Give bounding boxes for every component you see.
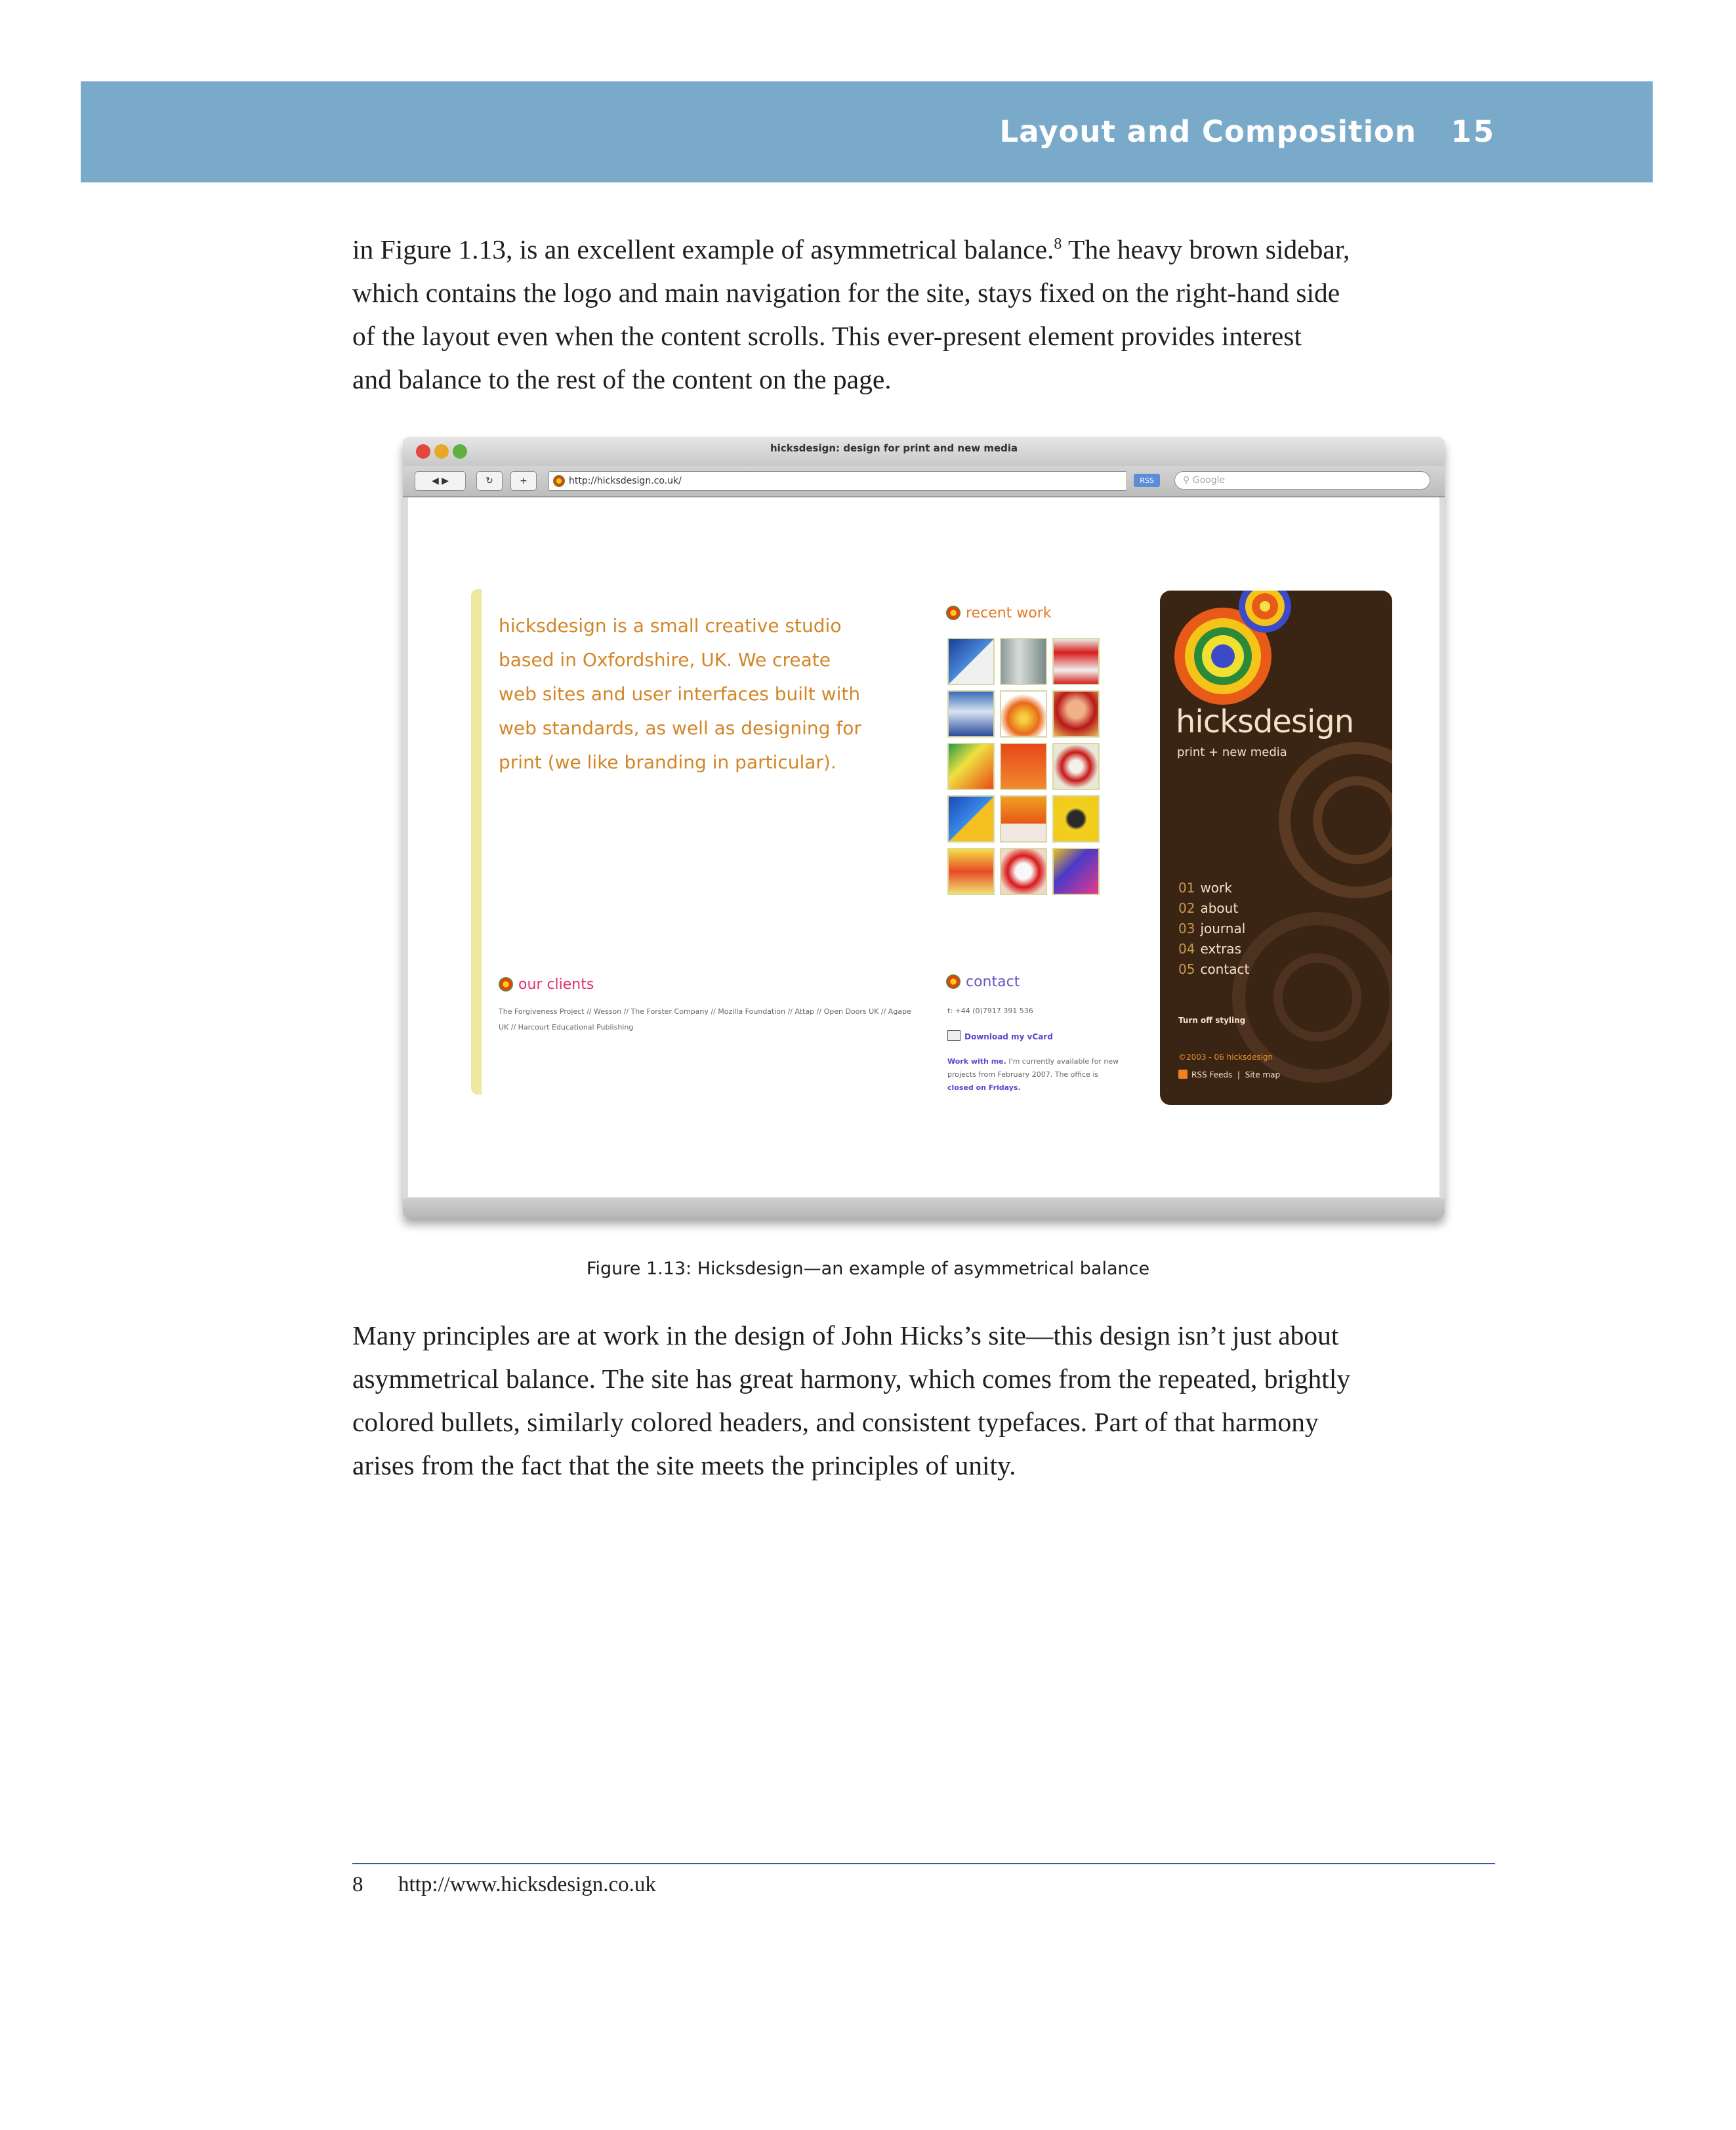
footnote-ref[interactable]: 8 — [1054, 236, 1062, 253]
paragraph-line: in Figure 1.13, is an excellent example of asymmetrical balance.$^8$ The heavy brown sidebar, — [352, 234, 1350, 264]
page-number: 15 — [1451, 114, 1496, 149]
contact-heading: contact — [946, 974, 1020, 990]
site-tagline: print + new media — [1177, 745, 1287, 759]
site-sidebar — [1160, 591, 1392, 1105]
closed-fridays-link[interactable]: closed on Fridays. — [947, 1083, 1021, 1092]
work-thumbnail[interactable] — [1052, 638, 1100, 685]
nav-item-work[interactable]: 01 work — [1178, 880, 1232, 896]
bullet-icon — [946, 606, 961, 620]
reload-icon[interactable]: ↻ — [476, 471, 503, 491]
search-input[interactable] — [1174, 471, 1430, 490]
minimize-window-icon[interactable] — [434, 444, 449, 459]
footnote-divider — [352, 1863, 1495, 1864]
footnote-url[interactable]: http://www.hicksdesign.co.uk — [398, 1873, 656, 1896]
footnote — [352, 1873, 656, 1897]
paragraph-line: and balance to the rest of the content on the page. — [352, 364, 892, 394]
rss-icon — [1178, 1070, 1188, 1079]
rss-chip[interactable]: RSS — [1134, 474, 1160, 487]
download-vcard-link[interactable]: Download my vCard — [947, 1030, 1053, 1041]
site-map-link[interactable]: Site map — [1245, 1070, 1281, 1079]
search-icon: ⚲ — [1183, 475, 1193, 486]
rss-feeds-link[interactable]: RSS Feeds — [1191, 1070, 1233, 1079]
nav-item-about[interactable]: 02 about — [1178, 900, 1239, 916]
bullet-icon — [946, 974, 961, 989]
browser-viewport — [408, 497, 1439, 1197]
add-bookmark-icon[interactable]: + — [510, 471, 537, 491]
work-thumbnail[interactable] — [1000, 795, 1047, 843]
work-thumbnail[interactable] — [947, 743, 995, 790]
intro-line: hicksdesign is a small creative studio — [499, 615, 842, 637]
figure-browser-screenshot — [403, 437, 1445, 1218]
work-thumbnail[interactable] — [1052, 795, 1100, 843]
recent-work-thumbnails — [947, 638, 1105, 887]
contact-phone: t: +44 (0)7917 391 536 — [947, 1007, 1033, 1015]
intro-line: print (we like branding in particular). — [499, 751, 837, 773]
nav-item-contact[interactable]: 05 contact — [1178, 961, 1250, 977]
sidebar-decoration — [1160, 591, 1392, 1105]
vcard-icon — [947, 1030, 961, 1041]
paragraph-line: asymmetrical balance. The site has great harmony, which comes from the repeated, brightly — [352, 1364, 1351, 1394]
chapter-title: Layout and Composition — [999, 114, 1416, 149]
close-window-icon[interactable] — [416, 444, 430, 459]
browser-bottom-bar — [403, 1198, 1445, 1218]
work-thumbnail[interactable] — [947, 795, 995, 843]
site-navigation — [1178, 878, 1249, 980]
work-thumbnail[interactable] — [947, 690, 995, 738]
work-thumbnail[interactable] — [1052, 690, 1100, 738]
nav-item-journal[interactable]: 03 journal — [1178, 921, 1246, 936]
paragraph-line: colored bullets, similarly colored headers, and consistent typefaces. Part of that harmony — [352, 1407, 1319, 1437]
work-thumbnail[interactable] — [1000, 638, 1047, 685]
address-bar[interactable] — [548, 471, 1127, 491]
work-thumbnail[interactable] — [1052, 848, 1100, 895]
availability-note: Work with me. I'm currently available for new projects from February 2007. The office is closed on Fridays. — [947, 1057, 1119, 1092]
work-thumbnail[interactable] — [1000, 690, 1047, 738]
browser-titlebar — [403, 437, 1445, 466]
recent-work-heading: recent work — [946, 605, 1052, 621]
nav-item-extras[interactable]: 04 extras — [1178, 941, 1241, 957]
figure-caption: Figure 1.13: Hicksdesign—an example of asymmetrical balance — [586, 1259, 1150, 1279]
work-thumbnail[interactable] — [1000, 848, 1047, 895]
work-with-me-link[interactable]: Work with me. — [947, 1057, 1006, 1066]
browser-window-title: hicksdesign: design for print and new media — [770, 442, 1018, 454]
paragraph-line: Many principles are at work in the design of John Hicks’s site—this design isn’t just about — [352, 1320, 1339, 1350]
address-url: http://hicksdesign.co.uk/ — [569, 476, 682, 486]
paragraph-line: which contains the logo and main navigation for the site, stays fixed on the right-hand side — [352, 278, 1340, 308]
zoom-window-icon[interactable] — [453, 444, 467, 459]
work-thumbnail[interactable] — [947, 848, 995, 895]
intro-line: web sites and user interfaces built with — [499, 683, 861, 705]
intro-line: web standards, as well as designing for — [499, 717, 861, 739]
turn-off-styling-link[interactable]: Turn off styling — [1178, 1016, 1246, 1025]
bullet-icon — [499, 977, 513, 992]
site-left-accent-bar — [471, 589, 482, 1095]
site-intro — [499, 609, 905, 780]
clients-list[interactable]: The Forgiveness Project // Wesson // The Forster Company // Mozilla Foundation // Attap // Open Doors UK // Agape UK // Harcourt Educational Publishing — [499, 1007, 911, 1032]
site-favicon-icon — [553, 475, 565, 487]
search-placeholder: Google — [1192, 475, 1226, 486]
copyright-notice: ©2003 - 06 hicksdesign — [1178, 1053, 1273, 1062]
work-thumbnail[interactable] — [1052, 743, 1100, 790]
footnote-number: 8 — [352, 1873, 363, 1896]
paragraph-line: arises from the fact that the site meets the principles of unity. — [352, 1450, 1016, 1480]
back-forward-button[interactable]: ◀ ▶ — [415, 471, 466, 491]
body-paragraph-2 — [352, 1314, 1507, 1487]
site-logo[interactable]: hicksdesign — [1176, 703, 1354, 740]
work-thumbnail[interactable] — [947, 638, 995, 685]
clients-heading: our clients — [499, 976, 594, 993]
work-thumbnail[interactable] — [1000, 743, 1047, 790]
paragraph-line: of the layout even when the content scrolls. This ever-present element provides interest — [352, 321, 1302, 351]
browser-toolbar — [403, 466, 1445, 497]
body-paragraph-1 — [352, 228, 1507, 401]
intro-line: based in Oxfordshire, UK. We create — [499, 649, 831, 671]
running-header — [81, 81, 1653, 182]
sidebar-footer-links: RSS Feeds | Site map — [1178, 1070, 1280, 1079]
